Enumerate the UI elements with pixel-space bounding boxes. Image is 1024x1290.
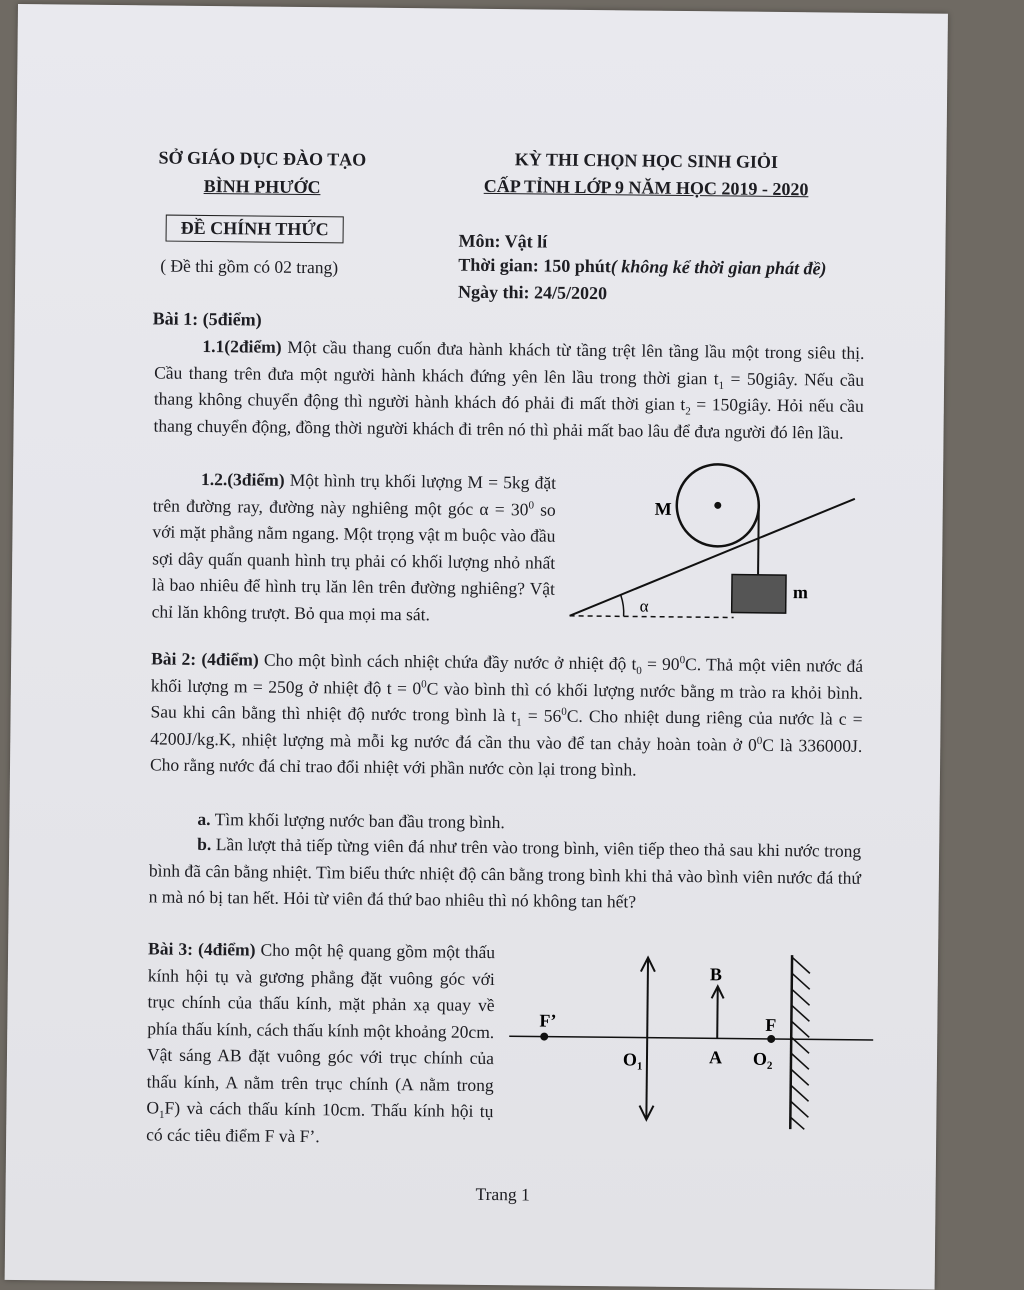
mirror-hatching [790,957,810,1129]
exam-date: Ngày thi: 24/5/2020 [457,281,608,304]
pages-note: ( Đề thi gồm có 02 trang) [160,255,339,278]
department-name: SỞ GIÁO DỤC ĐÀO TẠO [158,147,367,170]
bai3-title: Bài 3: (4điểm) [148,938,256,960]
bai2-body: Bài 2: (4điểm) Cho một bình cách nhiệt chứa đầy nước ở nhiệt độ $t_0 = 90^0C$. Thả một viên nước đá khối lượng m = 250g ở nhiệt độ $t = 0^0C$ vào bình thì có khối lượng nước bằng m trào ra khỏi bình. Sau khi cân bằng thì nhiệt độ nước trong bình là $t_1 = 56^0C$. Cho nhiệt dung riêng của nước là c = 4200J/kg.K, nhiệt lượng mà mỗi kg nước đá cần thu vào để tan chảy hoàn toàn ở $0^0C$ là 336000J. Cho rằng nước đá chỉ trao đổi nhiệt với phần nước còn lại trong bình. [149,648,864,780]
converging-lens [646,960,648,1118]
exam-paper [5,4,948,1290]
province-name: BÌNH PHƯỚC [203,175,321,198]
bai1-part2: 1.2.(3điểm) Một hình trụ khối lượng M = 5kg đặt trên đường ray, đường này nghiêng một góc $\alpha = 30^0$ so với mặt phẳng nằm ngang. Một trọng vật m buộc vào đầu sợi dây quấn quanh hình trụ phải có khối lượng nhỏ nhất là bao nhiêu để hình trụ lăn lên trên đường nghiêng? Vật chỉ lăn không trượt. Bỏ qua mọi ma sát. [151,468,557,624]
cylinder-label-M: M [654,498,672,519]
bai2-title: Bài 2: (4điểm) [151,648,259,670]
label-F: F [765,1014,777,1035]
time-note: ( không kể thời gian phát đề) [610,256,827,279]
label-F-prime: F’ [539,1010,557,1031]
label-A: A [708,1047,723,1068]
bai2-a-label: a. [197,808,211,830]
subject: Môn: Vật lí [458,230,548,252]
focal-point-F-prime [540,1033,548,1041]
bai3-body: Bài 3: (4điểm) Cho một hệ quang gồm một thấu kính hội tụ và gương phẳng đặt vuông góc với trục chính của thấu kính, mặt phản xạ quay về phía thấu kính, cách thấu kính một khoảng 20cm. Vật sáng AB đặt vuông góc với trục chính của thấu kính, A nằm trên trục chính (A nằm trong $O_1F$) và cách thấu kính 10cm. Thấu kính hội tụ có các tiêu điểm F và F’. [146,938,496,1146]
horizontal-dashed-line [570,616,734,618]
focal-point-F [767,1035,775,1043]
exam-level-year: CẤP TỈNH LỚP 9 NĂM HỌC 2019 - 2020 [483,175,809,200]
label-O2: $O_2$ [752,1048,773,1072]
bai2-question-b: b. Lần lượt thả tiếp từng viên đá như trên vào trong bình, viên tiếp theo thả sau khi nước trong bình đã cân bằng nhiệt. Tìm biểu thức nhiệt độ cân bằng trong bình khi thả vào bình viên nước đá thứ n mà nó bị tan hết. Hỏi từ viên đá thứ bao nhiêu thì nó không tan hết? [148,833,862,912]
exam-time [458,255,826,280]
bai1-part1-label: 1.1(2điểm) [202,335,282,357]
alpha-label: α [639,596,649,616]
cylinder-center [714,502,721,509]
bai1-part2-label: 1.2.(3điểm) [200,468,285,490]
label-O1: $O_1$ [622,1049,643,1073]
hanging-mass-block [732,575,786,614]
incline-line [570,496,855,619]
bai1-title: Bài 1: (5điểm) [152,308,262,330]
angle-arc [621,595,624,616]
exam-title: KỲ THI CHỌN HỌC SINH GIỎI [514,149,779,172]
lens-mirror-figure [506,944,878,1153]
page-number: Trang 1 [475,1183,530,1205]
bai1-part1: 1.1(2điểm) Một cầu thang cuốn đưa hành khách từ tầng trệt lên tầng lầu một trong siêu thị. Cầu thang trên đưa một người hành khách đứng yên lên lầu trong thời gian $t_1$ = 50giây. Nếu cầu thang không chuyển động thì người hành khách đó phải đi mất thời gian $t_2$ = 150giây. Hỏi nếu cầu thang chuyển động, đồng thời người khách đi trên nó thì phải mất bao lâu để đưa người đó lên lầu. [153,335,865,443]
principal-axis [509,1036,873,1040]
bai2-question-a: a. Tìm khối lượng nước ban đầu trong bình. [197,808,505,833]
incline-cylinder-figure [561,458,863,633]
official-exam-badge: ĐỀ CHÍNH THỨC [166,215,344,244]
string-line [758,506,759,575]
time-label: Thời gian: 150 phút [458,254,611,277]
object-AB-arrow [717,988,718,1038]
label-B: B [709,964,722,985]
mass-label-m: m [792,582,808,603]
bai2-b-label: b. [197,833,212,855]
